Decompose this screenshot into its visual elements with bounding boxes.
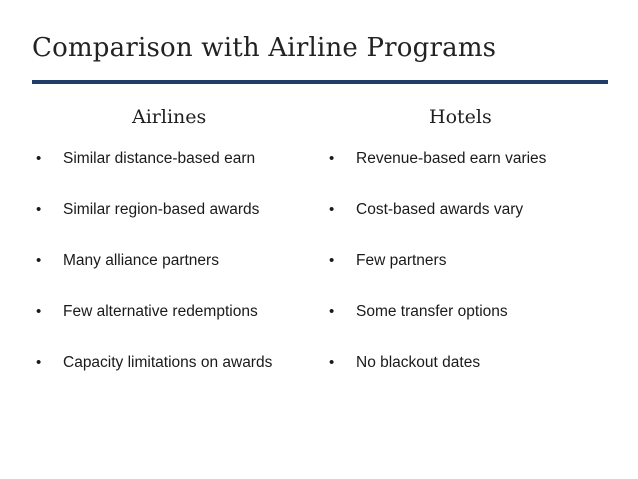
airlines-column: [36, 104, 304, 371]
bullet-icon: •: [36, 354, 42, 371]
title-divider: [32, 80, 608, 84]
bullet-icon: •: [36, 201, 42, 218]
slide-title: Comparison with Airline Programs: [32, 33, 497, 63]
bullet-text: Capacity limitations on awards: [63, 354, 273, 371]
bullet-text: No blackout dates: [356, 354, 481, 371]
bullet-text: Few partners: [356, 252, 447, 269]
bullet-icon: •: [329, 252, 335, 269]
bullet-text: Few alternative redemptions: [63, 303, 258, 320]
bullet-icon: •: [329, 303, 335, 320]
bullet-icon: •: [36, 303, 42, 320]
bullet-text: Cost-based awards vary: [356, 201, 524, 218]
bullet-text: Some transfer options: [356, 303, 508, 320]
bullet-text: Similar distance-based earn: [63, 150, 256, 167]
bullet-icon: •: [36, 252, 42, 269]
bullet-icon: •: [36, 150, 42, 167]
bullet-icon: •: [329, 150, 335, 167]
bullet-icon: •: [329, 201, 335, 218]
bullet-icon: •: [329, 354, 335, 371]
airlines-heading: Airlines: [132, 106, 207, 128]
hotels-column: [329, 104, 609, 371]
bullet-text: Many alliance partners: [63, 252, 219, 269]
hotels-heading: Hotels: [429, 106, 492, 128]
bullet-text: Similar region-based awards: [63, 201, 260, 218]
bullet-text: Revenue-based earn varies: [356, 150, 547, 167]
